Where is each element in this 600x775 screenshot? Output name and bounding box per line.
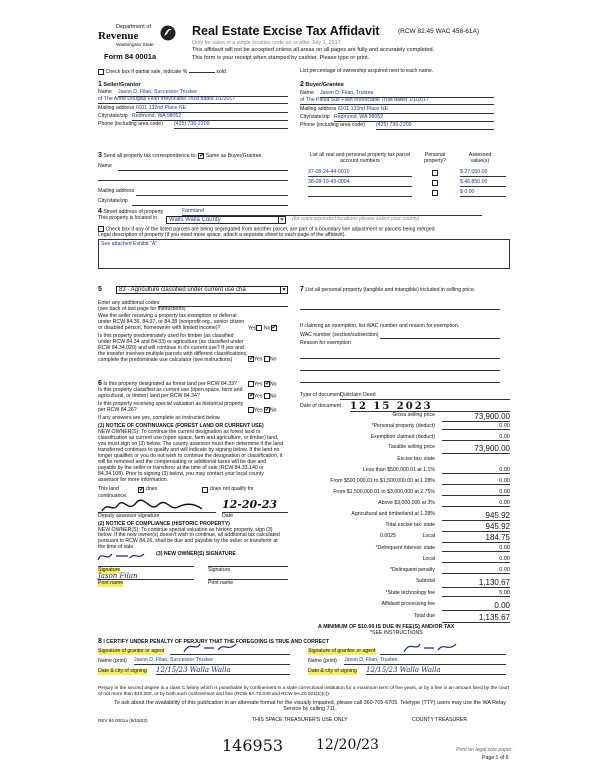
buyer-phone-label: Phone (including area code) — [300, 122, 365, 129]
tax-value[interactable]: 184.75 — [442, 533, 510, 543]
dor-logo — [98, 24, 182, 64]
seller-phone-label: Phone (including area code) — [98, 121, 163, 128]
deputy-date-label: Date — [222, 512, 233, 519]
county-select[interactable] — [166, 216, 286, 224]
additional-codes-field[interactable] — [158, 301, 288, 307]
section-8 — [98, 638, 510, 684]
property-use-value: 83 - Agriculture classified under current use cha — [119, 287, 246, 293]
tax-row: Agricultural and timberland at 1.28% 945.92 — [351, 511, 510, 520]
tax-value[interactable]: 73,900.00 — [442, 444, 510, 454]
reason-label: Reason for exemption — [300, 340, 351, 347]
personal-property-checkbox[interactable] — [432, 170, 438, 176]
partial-sale-row — [98, 67, 278, 76]
section-1-number: 1 — [98, 81, 102, 88]
form-subtitle-3: This form is your receipt when stamped by cashier. Please type or print. — [192, 55, 370, 61]
legal-description-field[interactable] — [98, 239, 510, 269]
tax-row: Taxable selling price 73,900.00 — [388, 444, 510, 453]
signature-label-2: Signature — [208, 567, 231, 574]
tax-value[interactable]: 0.00 — [442, 500, 510, 507]
street-label: Street address of property — [103, 209, 164, 215]
tax-row: *State technology fee 5.00 — [385, 590, 510, 596]
assessed-value-field[interactable]: $ 27,050.00 — [460, 170, 506, 177]
minimum-note: A MINIMUM OF $10.00 IS DUE IN FEE(S) AND/OR TAX — [318, 624, 455, 630]
section-6 — [98, 380, 294, 587]
seller-mailing-label: Mailing address — [98, 105, 135, 112]
personal-property-label: List all personal property (tangible and intangible) included in selling price. — [305, 287, 476, 293]
tax-value[interactable]: 1,135.67 — [442, 613, 510, 623]
deputy-assessor-signature[interactable] — [98, 499, 216, 513]
tax-row: 0.0025 Local 184.75 — [380, 533, 510, 542]
buyer-phone-field[interactable]: (425) 736-2209 — [376, 123, 494, 130]
no-label: No — [269, 381, 277, 388]
new-owner2-print-name-field[interactable] — [208, 572, 288, 580]
new-owner2-signature-field[interactable] — [208, 560, 288, 567]
seller-mailing-field[interactable]: 6911 132nd Place NE — [136, 106, 288, 113]
tax-value[interactable]: 945.92 — [442, 511, 510, 521]
unincorporated-note: (for unincorporated locations please select your county) — [292, 216, 420, 222]
this-land-label: This land — [98, 485, 120, 492]
seller-section — [98, 81, 294, 130]
seller-city-label: City/state/zip — [98, 113, 128, 120]
grantee-date-label: Date & city of signing — [308, 668, 357, 674]
see-instructions-note: *SEE INSTRUCTIONS — [370, 630, 423, 636]
alternate-format-note: To ask about the availability of this publication in an alternate format for the visually impaired, please call 360-705-6705. Teletype (TTY) users may use the WA Relay Service by calling 711. — [114, 700, 506, 713]
buyer-mailing-field[interactable]: 6911 132nd Place NE — [338, 107, 494, 114]
perjury-statement: Perjury in the second degree is a class C felony which is punishable by confinement in a state correctional institution for a maximum term of five years, or by a fine in an amount fixed by the court of not more than $10,000, or by both such confinement and fine (RCW 9A.72.030 and RCW 9A.20.021(1)(c)). — [98, 686, 510, 697]
grantee-date-field[interactable]: 12/15/23 Walla Walla — [366, 666, 506, 675]
no-label: No — [263, 324, 271, 331]
parcel-number-field[interactable]: 38-08-19-43-0004 — [308, 180, 412, 187]
correspondence-label: Send all property tax correspondence to: — [103, 153, 197, 159]
tax-row: From $1,500,000.01 to $3,000,000 at 2.75% 0.00 — [333, 489, 510, 495]
located-label: This property is located in — [98, 215, 158, 221]
parcel-number-field[interactable] — [308, 190, 412, 197]
exemption-question: Was the seller receiving a property tax exemption or deferral under RCW 84.36, 84.37, or 84.38 (nonprofit org., senior citizen or disabled person, homeowner with limited income)? — [98, 312, 245, 331]
wac-field[interactable] — [380, 333, 500, 339]
seller-heading: Seller/Grantor — [103, 82, 141, 88]
buyer-name-field[interactable]: Jason D. Filan, Trustee — [320, 91, 494, 98]
grantee-signature-field[interactable] — [380, 646, 506, 655]
tax-value[interactable]: 1,130.67 — [442, 578, 510, 588]
chevron-down-icon: ▼ — [279, 217, 285, 223]
tax-row: Total excise tax: state 945.92 — [385, 522, 510, 531]
form-rcw: (RCW 82.45 WAC 458-61A) — [398, 28, 480, 35]
tax-value[interactable]: 0.00 — [442, 478, 510, 485]
form-subtitle-1: Only for sales in a single location code on or after July 1, 2017. — [192, 40, 343, 46]
section-3-number: 3 — [98, 152, 102, 159]
form-number: Form 84 0001a — [104, 52, 157, 61]
does-label: does — [146, 485, 158, 492]
dept-line1: Department of — [116, 24, 151, 30]
tax-row: Gross selling price 73,900.00 — [392, 412, 510, 421]
tax-value[interactable]: 0.00 — [442, 556, 510, 563]
section-7-number: 7 — [300, 286, 304, 293]
continuance-label: continuance. — [98, 492, 128, 499]
grantee-name-label: Name (print) — [308, 658, 337, 664]
county-select-value: Walls Walla County — [169, 217, 221, 223]
grantor-name-field[interactable]: Jason D. Filan, Successor Trustee — [134, 658, 290, 665]
doc-type-field[interactable]: Quitclaim Deed — [340, 393, 510, 400]
tax-row: Excise tax: state — [397, 456, 435, 462]
grantor-signature-label: Signature of grantor or agent — [98, 648, 165, 654]
predominate-use-question: Is this property predominately used for timber (as classified under RCW 84.34 and 84.33) or agriculture (as classified under RCW 84.34.020) and will continue in it's current use? If yes and the transfer involves multiple parcels with different classifications, complete the predominate use calculator (see instructions) — [98, 332, 248, 363]
tax-row: Affidavit processing fee 0.00 — [381, 601, 510, 610]
stamp-number: 146953 — [222, 736, 284, 755]
tax-row: From $500,000.01 to $1,500,000.00 at 1.28% 0.00 — [330, 478, 510, 484]
tax-value[interactable]: 73,900.00 — [442, 412, 510, 422]
tax-value[interactable]: 0.00 — [442, 567, 510, 574]
tax-value[interactable]: 0.00 — [442, 467, 510, 474]
deputy-signature-label: Deputy assessor signature — [98, 512, 160, 519]
seller-phone-field[interactable]: (425) 736-2209 — [174, 122, 288, 129]
yes-label: Yes — [254, 406, 263, 413]
parcel-row — [308, 190, 508, 200]
form-subtitle-2: This affidavit will not be accepted unless all areas on all pages are fully and accurately completed. — [192, 47, 435, 53]
notice1-body: NEW OWNER(S): To continue the current designation as forest land or classification as current use (open space, farm and agriculture, or timber) land, you must sign on (3) below. The county assessor must then determine if the land transferred continues to qualify and will indicate by signing below. If the land no longer qualifies or you do not wish to continue the designation or classification, it will be removed and the compensating or additional taxes will be due and payable by the seller or transferor at the time of sale (RCW 84.33.140 or 84.34.108). Prior to signing (3) below, you may contact your local county assessor for more information. — [98, 428, 284, 483]
section-6-number: 6 — [98, 380, 102, 387]
grantor-date-label: Date & city of signing — [98, 668, 147, 674]
sold-label: sold. — [216, 69, 228, 75]
personal-property-field[interactable] — [300, 294, 500, 310]
see-back-note: (see back of last page for instructions) — [98, 306, 186, 312]
parcel-row — [308, 180, 508, 190]
property-use-select[interactable] — [116, 286, 288, 294]
buyer-city-field[interactable]: Redmond, WA 98052 — [334, 115, 494, 122]
new-owner-print-name-field[interactable]: Jason Filan — [98, 572, 194, 580]
legal-paper-note: Print on legal size paper. — [456, 747, 513, 753]
tax-value[interactable]: 0.00 — [442, 489, 510, 496]
buyer-city-label: City/state/zip — [300, 114, 330, 121]
buyer-heading: Buyer/Grantee — [305, 82, 344, 88]
section-5-number: 5 — [98, 286, 102, 293]
county-treasurer-label: COUNTY TREASURER — [412, 717, 468, 723]
current-use-question: Is this property classified as current use (open space, farm and agricultural, or timber) land per RCW 84.34? — [98, 387, 243, 399]
parcel-number-field[interactable]: 37-08-24-44-0010 — [308, 170, 412, 177]
buyer-mailing-label: Mailing address — [300, 106, 337, 113]
buyer-name-label: Name — [300, 90, 314, 97]
tax-value[interactable]: 0.00 — [442, 423, 510, 430]
tax-value[interactable]: 0.00 — [442, 434, 510, 441]
partial-pct-field[interactable] — [189, 67, 215, 73]
deputy-date-field[interactable]: 12-20-23 — [222, 499, 288, 513]
notice2-title: (2) NOTICE OF COMPLIANCE (HISTORIC PROPERTY) — [98, 520, 230, 527]
does-checkbox[interactable] — [138, 487, 144, 493]
street-field[interactable]: Farmland — [182, 209, 482, 216]
tax-value[interactable]: 5.00 — [442, 590, 510, 597]
signature-label: Signature — [98, 567, 121, 574]
section-8-number: 8 — [98, 638, 102, 645]
notice2-body: NEW OWNER(S): To continue special valuation as historic property, sign (3) below. If the new owner(s) doesn't wish to continue, all additional tax calculated pursuant to RCW 84.26, shall be due and payable by the seller or transferor at the time of sale. — [98, 526, 280, 551]
partial-sale-checkbox[interactable] — [98, 69, 104, 75]
reason-field-3[interactable] — [300, 371, 500, 383]
rev-number: REV 84 0001a (8/15/22) — [98, 718, 148, 723]
no-label: No — [269, 392, 277, 399]
certify-statement: I CERTIFY UNDER PENALTY OF PERJURY THAT THE FOREGOING IS TRUE AND CORRECT — [103, 639, 330, 645]
wac-label: WAC number (section/subsection) — [300, 332, 379, 339]
buyer-name2-field[interactable]: of The Paula Sue Filan Irrevocable Trust dated 1/1/2017 — [300, 98, 494, 105]
grantor-signature-field[interactable] — [170, 646, 290, 655]
grantee-signature-label: Signature of grantee or agent — [308, 648, 376, 654]
list-pct-note: List percentage of ownership acquired next to each name. — [300, 68, 434, 74]
page-number: Page 1 of 6 — [482, 755, 509, 761]
yes-label: Yes — [254, 392, 263, 399]
legal-description-text: See attached Exhibit "A" — [101, 241, 158, 248]
tax-value[interactable]: 945.92 — [442, 522, 510, 532]
logo-swirl-icon — [160, 24, 176, 42]
seller-name-field[interactable]: Jason D. Filan, Successor Trustee — [118, 90, 288, 97]
no-label: No — [269, 356, 277, 363]
corr-mailing-label: Mailing address — [98, 188, 135, 195]
corr-city-field[interactable] — [132, 199, 288, 206]
tax-value[interactable]: 0.00 — [442, 545, 510, 552]
chevron-down-icon: ▼ — [281, 287, 287, 293]
corr-city-label: City/state/zip — [98, 198, 128, 205]
exemption-label: If claiming an exemption, list WAC number and reason for exemption. — [300, 323, 460, 330]
assessed-value-field[interactable]: $ 0.00 — [460, 190, 506, 197]
notice1-title: (1) NOTICE OF CONTINUANCE (FOREST LAND OR CURRENT USE) — [98, 422, 264, 429]
personal-property-checkbox[interactable] — [432, 190, 438, 196]
section-4-number: 4 — [98, 208, 102, 215]
tax-value[interactable]: 0.00 — [442, 601, 510, 611]
grantee-name-field[interactable]: Jason D. Filan, Trustee — [344, 658, 506, 665]
tax-row: *Delinquent interest: state 0.00 — [375, 545, 510, 551]
dept-line3: Washington State — [116, 43, 154, 48]
doc-type-label: Type of document — [300, 392, 342, 398]
doc-type-row — [300, 393, 510, 401]
does-not-checkbox[interactable] — [202, 487, 208, 493]
assessed-value-field[interactable]: $ 46,850.00 — [460, 180, 506, 187]
seller-city-field[interactable]: Redmond, WA 98052 — [132, 114, 288, 121]
partial-sale-label: Check box if partial sale, indicate % — [105, 69, 188, 75]
yes-label: Yes — [254, 381, 263, 388]
parcel-header-assessed: Assessed value(s) — [468, 152, 492, 164]
same-as-buyer-label: Same as Buyer/Grantee — [205, 153, 262, 159]
parcel-header-personal: Personal property? — [424, 152, 446, 164]
personal-property-checkbox[interactable] — [432, 180, 438, 186]
segregated-label: Check box if any of the listed parcels are being segregated from another parcel, are part of a boundary line adjustment or parcels being merged. — [105, 226, 436, 233]
seller-name-label: Name — [98, 89, 112, 96]
historic-question: Is this property receiving special valuation as historical property per RCW 84.26? — [98, 400, 244, 413]
doc-date-field[interactable]: 12 15 2023 — [350, 401, 510, 412]
forest-land-question: Is this property designated as forest land per RCW 84.33? — [103, 381, 237, 387]
section-4 — [98, 208, 510, 269]
tax-row: Local 0.00 — [422, 556, 510, 562]
section-3 — [98, 152, 294, 209]
corr-name2-field[interactable] — [98, 173, 288, 181]
yes-label: Yes — [248, 324, 257, 331]
additional-codes-label: Enter any additional codes: — [98, 300, 161, 306]
print-name-label: Print name — [98, 580, 124, 587]
no-label: No — [269, 406, 277, 413]
tax-row: Total due 1,135.67 — [413, 613, 510, 622]
section-5 — [98, 286, 294, 364]
section-7 — [300, 286, 510, 383]
parcel-header-list: List all real and personal property tax parcel account numbers — [309, 152, 411, 164]
does-not-label: does not qualify for — [210, 485, 254, 492]
new-owner-title: (3) NEW OWNER(S) SIGNATURE — [156, 551, 236, 558]
reason-field[interactable] — [300, 347, 500, 359]
form-title: Real Estate Excise Tax Affidavit — [192, 24, 380, 38]
grantor-date-field[interactable]: 12/15/23 Walla Walla — [156, 666, 290, 675]
if-yes-note: If any answers are yes, complete as instructed below. — [98, 414, 221, 421]
segregated-checkbox[interactable] — [98, 226, 104, 232]
corr-name-label: Name — [98, 163, 112, 170]
reason-field-2[interactable] — [300, 359, 500, 371]
tax-row: *Delinquent penalty 0.00 — [390, 567, 510, 573]
stamp-date: 12/20/23 — [316, 737, 379, 753]
tax-row: Subtotal 1,130.67 — [415, 578, 510, 587]
corr-mailing-field[interactable] — [136, 189, 288, 196]
corr-name-field[interactable] — [118, 164, 288, 171]
tax-row: *Personal property (deduct) 0.00 — [371, 423, 510, 429]
legal-label: Legal description of property (if you need more space, attach a separate sheet to each page of the affidavit). — [98, 232, 346, 239]
exemption-yes-checkbox[interactable] — [256, 325, 262, 331]
doc-date-label: Date of document — [300, 403, 341, 409]
local-rate: 0.0025 — [380, 533, 396, 539]
seller-name2-field[interactable]: of The Anne Douglas Filan Irrevocable Trust dated 1/1/2017 — [98, 97, 288, 104]
tax-row: Above $3,000,000 at 3% 0.00 — [378, 500, 510, 506]
same-as-buyer-checkbox[interactable] — [198, 153, 204, 159]
tax-row: Less than $500,000.01 at 1.1% 0.00 — [363, 467, 510, 473]
new-owner-signature-field[interactable] — [98, 558, 194, 567]
dept-line2: Revenue — [98, 30, 139, 42]
yes-label: Yes — [254, 356, 263, 363]
buyer-section — [300, 81, 500, 131]
treasurer-use-label: THIS SPACE TREASURER'S USE ONLY — [252, 717, 348, 723]
section-2-number: 2 — [300, 81, 304, 88]
grantor-name-label: Name (print) — [98, 658, 127, 664]
exemption-no-checkbox[interactable] — [271, 325, 277, 331]
print-name-label-2: Print name — [208, 580, 234, 587]
tax-row: Exemption claimed (deduct) 0.00 — [370, 434, 510, 440]
